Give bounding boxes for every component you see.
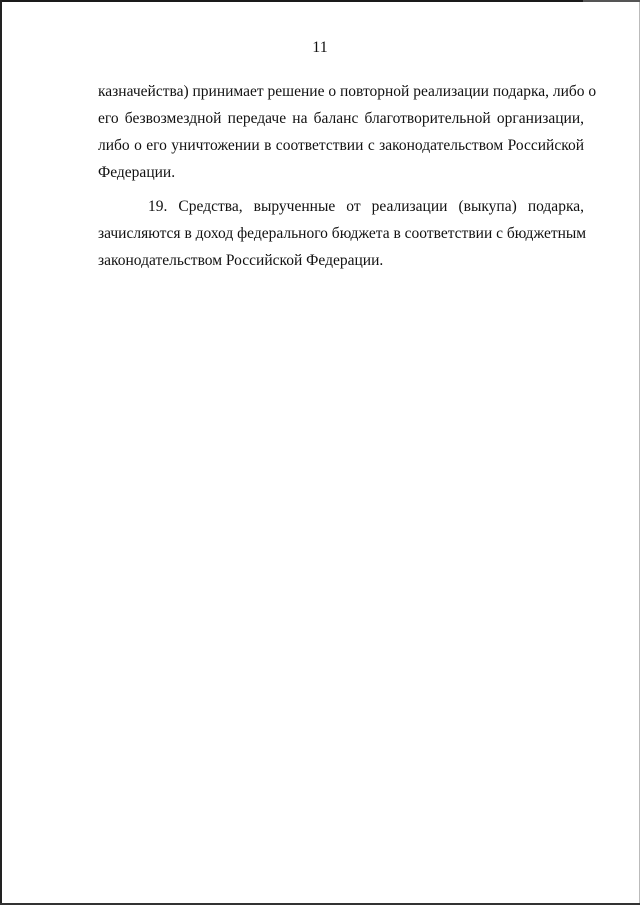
paragraph-2 bbox=[98, 193, 587, 274]
paragraph-2-line-2: зачисляются в доход федерального бюджета в соответствии с бюджетным bbox=[98, 225, 587, 242]
paragraph-1-line-1: казначейства) принимает решение о повторной реализации подарка, либо о bbox=[98, 83, 597, 100]
scan-edge-top-right bbox=[583, 0, 640, 2]
paragraph-1 bbox=[98, 78, 597, 186]
scan-edge-left bbox=[0, 0, 2, 905]
paragraph-1-line-4: Федерации. bbox=[98, 164, 176, 181]
paragraph-spacer bbox=[98, 186, 584, 193]
paragraph-1-line-2: его безвозмездной передаче на баланс благотворительной организации, bbox=[98, 110, 584, 127]
paragraph-1-line-3: либо о его уничтожении в соответствии с законодательством Российской bbox=[98, 137, 584, 154]
paragraph-2-line-1: 19. Средства, вырученные от реализации (выкупа) подарка, bbox=[148, 198, 584, 215]
page-number: 11 bbox=[312, 39, 328, 56]
scan-edge-top bbox=[0, 0, 583, 2]
paragraph-2-line-3: законодательством Российской Федерации. bbox=[98, 252, 384, 269]
document-body bbox=[98, 78, 597, 274]
